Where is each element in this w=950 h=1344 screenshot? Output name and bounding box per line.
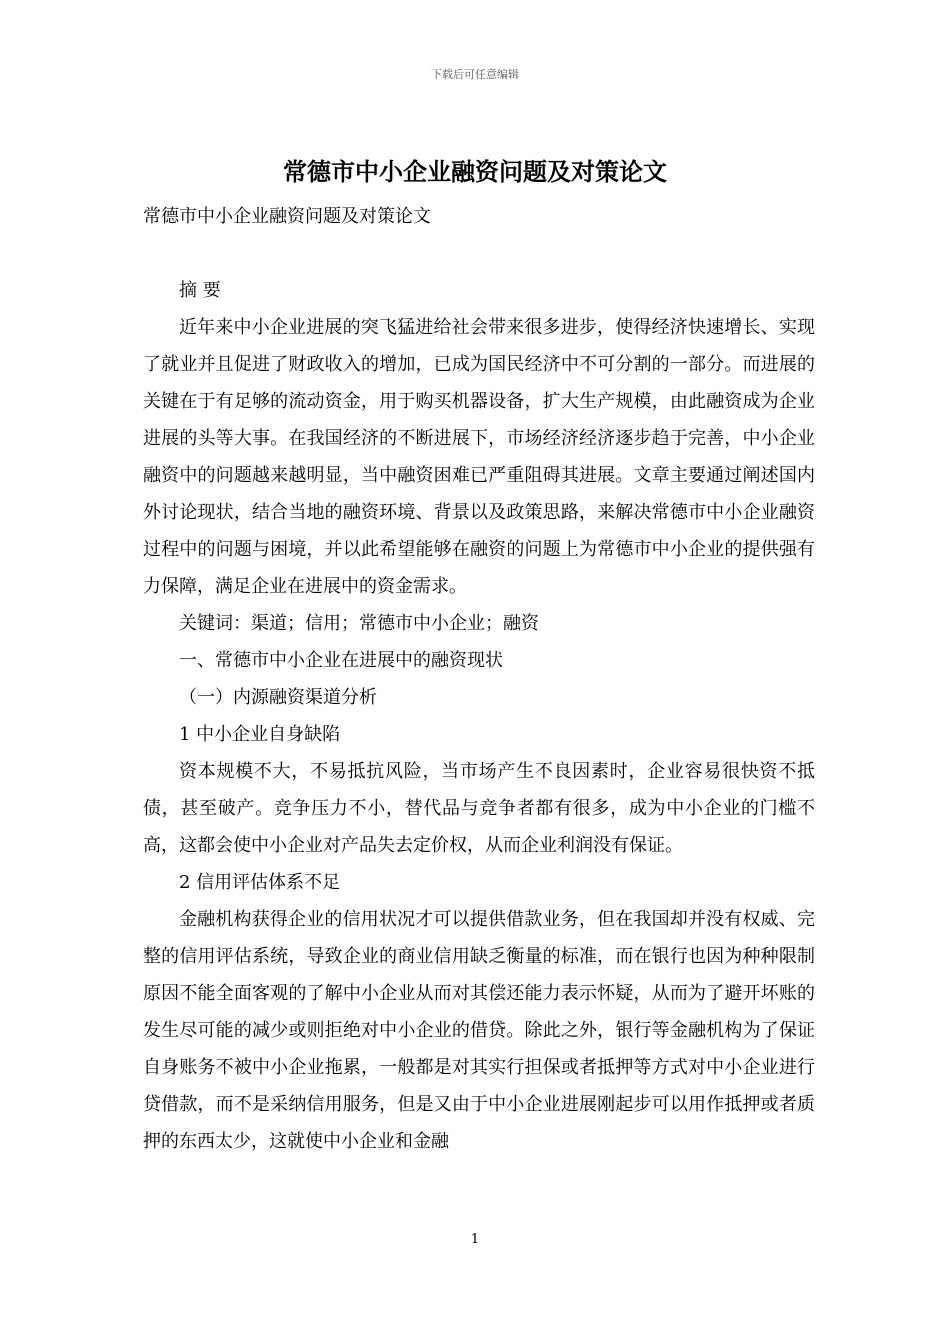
document-body <box>143 198 815 1160</box>
abstract-heading: 摘 要 <box>179 280 221 301</box>
page-number: 1 <box>470 1232 480 1247</box>
item-heading: 1 中小企业自身缺陷 <box>179 724 341 745</box>
page-header: 下载后可任意编辑 <box>431 68 519 81</box>
keywords-line: 关键词：渠道；信用；常德市中小企业；融资 <box>179 613 539 634</box>
item-heading: 2 信用评估体系不足 <box>179 872 341 893</box>
subsection-heading: （一）内源融资渠道分析 <box>179 687 377 708</box>
item-paragraph: 资本规模不大，不易抵抗风险，当市场产生不良因素时，企业容易很快资不抵债，甚至破产。竞争压力不小，替代品与竞争者都有很多，成为中小企业的门槛不高，这都会使中小企业对产品失去定价权，从而企业利润没有保证。 <box>143 761 815 856</box>
item-paragraph: 金融机构获得企业的信用状况才可以提供借款业务，但在我国却并没有权威、完整的信用评估系统，导致企业的商业信用缺乏衡量的标准，而在银行也因为种种限制原因不能全面客观的了解中小企业从而对其偿还能力表示怀疑，从而为了避开坏账的发生尽可能的减少或则拒绝对中小企业的借贷。除此之外，银行等金融机构为了保证自身账务不被中小企业拖累，一般都是对其实行担保或者抵押等方式对中小企业进行贷借款，而不是采纳信用服务，但是又由于中小企业进展刚起步可以用作抵押或者质押的东西太少，这就使中小企业和金融 <box>143 909 815 1152</box>
section-heading: 一、常德市中小企业在进展中的融资现状 <box>179 650 503 671</box>
document-subtitle: 常德市中小企业融资问题及对策论文 <box>143 206 431 227</box>
document-title: 常德市中小企业融资问题及对策论文 <box>283 158 667 186</box>
abstract-paragraph: 近年来中小企业进展的突飞猛进给社会带来很多进步，使得经济快速增长、实现了就业并且促进了财政收入的增加，已成为国民经济中不可分割的一部分。而进展的关键在于有足够的流动资金，用于购买机器设备，扩大生产规模，由此融资成为企业进展的头等大事。在我国经济的不断进展下，市场经济经济逐步趋于完善，中小企业融资中的问题越来越明显，当中融资困难已严重阻碍其进展。文章主要通过阐述国内外讨论现状，结合当地的融资环境、背景以及政策思路，来解决常德市中小企业融资过程中的问题与困境，并以此希望能够在融资的问题上为常德市中小企业的提供强有力保障，满足企业在进展中的资金需求。 <box>143 317 815 597</box>
